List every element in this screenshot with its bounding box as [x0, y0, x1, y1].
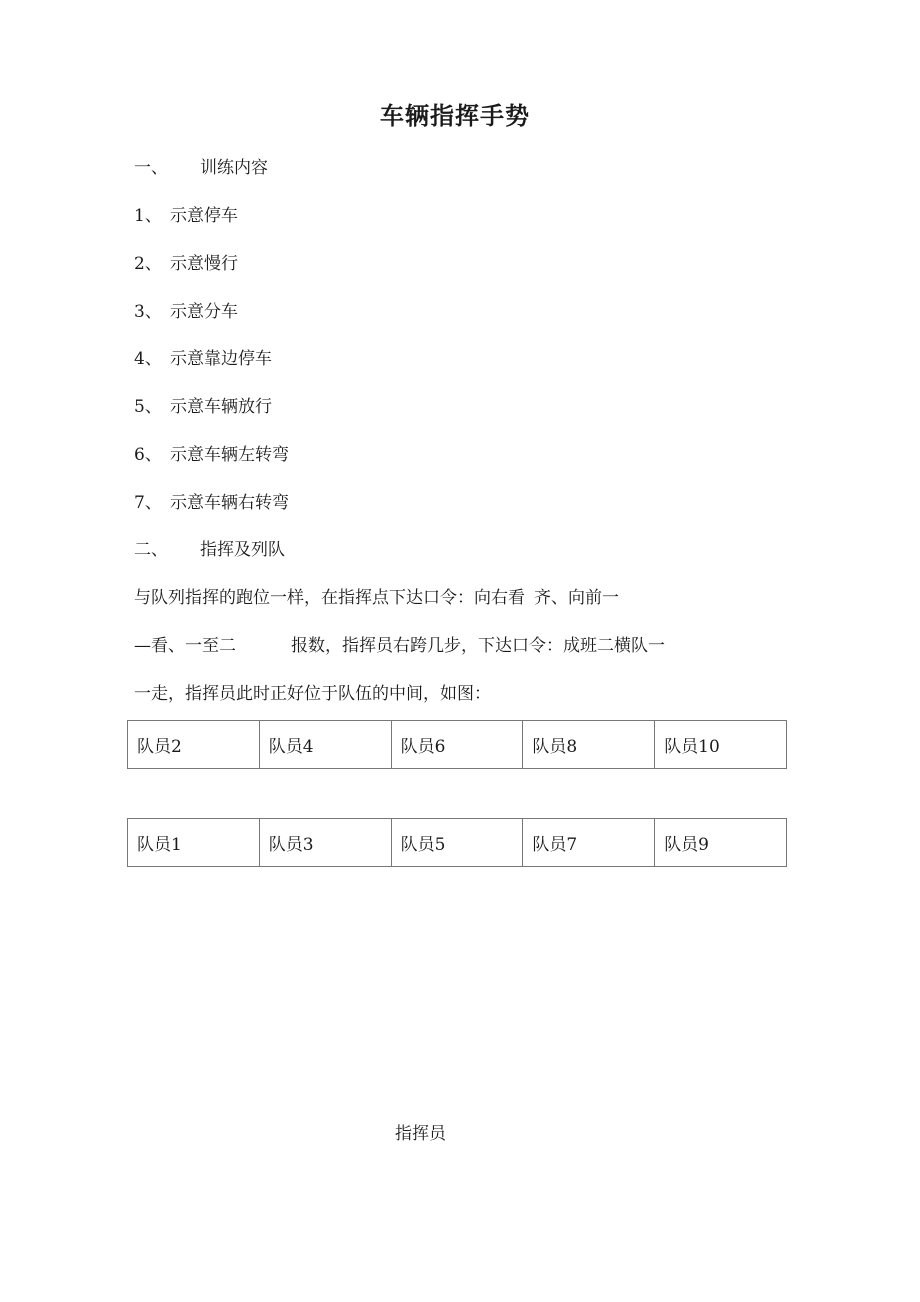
paragraph-text: 一走，指挥员此时正好位于队伍的中间，如图：	[134, 684, 491, 704]
list-item-text: 示意靠边停车	[170, 349, 272, 369]
list-item	[134, 252, 238, 276]
section-number: 二、	[134, 540, 168, 560]
team-member-cell: 队员3	[259, 819, 391, 867]
paragraph-line	[134, 682, 491, 706]
team-member-cell: 队员4	[259, 721, 391, 769]
team-member-cell: 队员8	[523, 721, 655, 769]
section-title: 训练内容	[200, 158, 268, 178]
list-item	[134, 395, 272, 419]
list-item-number: 3、	[134, 302, 162, 322]
formation-row-back	[127, 720, 787, 769]
team-member-cell: 队员6	[391, 721, 523, 769]
paragraph-text: 与队列指挥的跑位一样，在指挥点下达口令：向右看	[134, 588, 525, 608]
list-item	[134, 300, 238, 324]
paragraph-text: 报数，指挥员右跨几步，下达口令：成班二横队一	[291, 636, 665, 656]
list-item-number: 6、	[134, 445, 162, 465]
paragraph-text: 齐、向前一	[534, 588, 619, 608]
list-item	[134, 347, 272, 371]
team-member-cell: 队员2	[128, 721, 260, 769]
list-item-text: 示意车辆右转弯	[170, 493, 289, 513]
formation-row-front	[127, 818, 787, 867]
list-item	[134, 204, 238, 228]
team-member-cell: 队员10	[655, 721, 787, 769]
list-item-number: 5、	[134, 397, 162, 417]
list-item-text: 示意分车	[170, 302, 238, 322]
list-item-number: 2、	[134, 254, 162, 274]
paragraph-line	[134, 586, 619, 610]
list-item-text: 示意停车	[170, 206, 238, 226]
section-heading-formation	[134, 538, 285, 562]
list-item-text: 示意车辆放行	[170, 397, 272, 417]
list-item-text: 示意车辆左转弯	[170, 445, 289, 465]
paragraph-line	[134, 634, 665, 658]
list-item-number: 4、	[134, 349, 162, 369]
paragraph-text: —看、一至二	[134, 636, 236, 656]
team-member-cell: 队员1	[128, 819, 260, 867]
team-member-cell: 队员7	[523, 819, 655, 867]
section-number: 一、	[134, 158, 168, 178]
list-item-number: 1、	[134, 206, 162, 226]
list-item-text: 示意慢行	[170, 254, 238, 274]
list-item	[134, 443, 289, 467]
commander-label: 指挥员	[395, 1124, 446, 1144]
section-title: 指挥及列队	[200, 540, 285, 560]
list-item	[134, 491, 289, 515]
section-heading-training	[134, 156, 268, 180]
list-item-number: 7、	[134, 493, 162, 513]
team-member-cell: 队员5	[391, 819, 523, 867]
team-member-cell: 队员9	[655, 819, 787, 867]
document-title: 车辆指挥手势	[380, 102, 530, 130]
